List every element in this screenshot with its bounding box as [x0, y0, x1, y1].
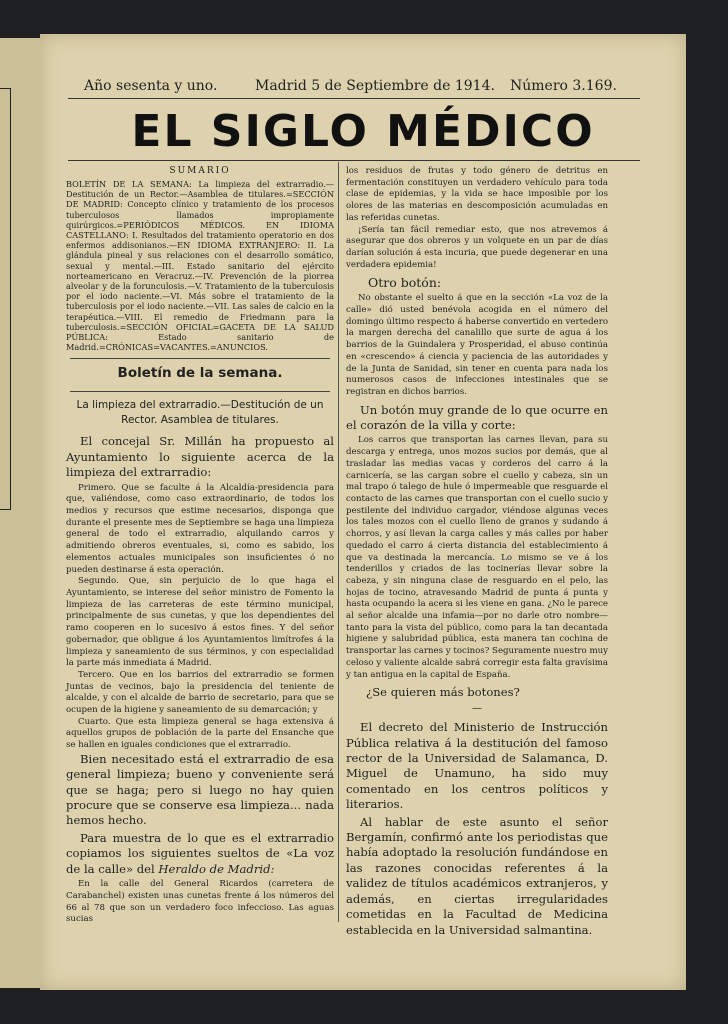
header-rule: [68, 98, 640, 99]
section-subtitle: La limpieza del extrarradio.—Destitución de un Rector. Asamblea de titulares.: [76, 399, 324, 427]
sumario-title: SUMARIO: [169, 166, 231, 176]
masthead-rule: [68, 160, 640, 161]
paragraph: Al hablar de este asunto el señor Bergamín, confirmó ante los periodistas que había adoptado la resolución fundándose en las razones conocidas referentes á la validez de títulos académicos extranjeros, y además, en ciertas irregularidades cometidas en la Facultad de Medicina establecida en la Universidad salmantina.: [346, 814, 608, 937]
newspaper-page: [40, 34, 686, 990]
paragraph: los residuos de frutas y todo género de detritus en fermentación constituyen un verdadero vehículo para toda clase de epidemias, y la vida se hace imposible por los olores de las materias en descomposición acumuladas en las referidas cunetas.: [346, 166, 608, 223]
header-year: Año sesenta y uno.: [84, 78, 218, 94]
divider: [70, 391, 330, 392]
question: ¿Se quieren más botones?: [366, 685, 520, 700]
column-divider: [338, 162, 339, 922]
paragraph-text: Para muestra de lo que es el extrarradio copiamos los siguientes sueltos de «La voz de la calle» del: [66, 830, 334, 876]
header-date: Madrid 5 de Septiembre de 1914.: [255, 78, 495, 94]
paragraph: En la calle del General Ricardos (carretera de Carabanchel) existen unas cunetas frente á los números del 66 al 78 que son un verdadero foco infeccioso. Las aguas sucias: [66, 879, 334, 925]
divider: [70, 358, 330, 359]
left-page-edge: [0, 38, 42, 988]
paragraph: Los carros que transportan las carnes llevan, para su descarga y entrega, unos mozos sucios por demás, que al trasladar las medias vacas y corderos del carro á la carnicería, se las cargan sobre el cuello y cabeza, sin un mal trapo ó talego de hule ó impermeable que resguarde el contacto de las carnes que transportan con el cuello sucio y pestilente del individuo cargador, viéndose algunas veces los tales mozos con el cuello lleno de granos y sudando á chorros, y así llevan la carga calles y más calles por haber quedado el carro á cierta distancia del establecimiento á que va destinada la mercancía. Lo mismo se ve á los tenderillos y criados de las tocinerías llevar sobre la cabeza, y sin ninguna clase de resguardo en el pelo, las hojas de tocino, atravesando Madrid de punta á punta y hasta ocupando la acera si les viene en gana. ¿No le parece al señor alcalde una infamia—por no darle otro nombre—tanto para la vista del público, como para la tan decantada higiene y salubridad pública, esta manera tan cochina de transportar las carnes y tocinos? Seguramente nuestro muy celoso y valiente alcalde sabrá corregir esta falta gravísima y tan antigua en la capital de España.: [346, 435, 608, 680]
paragraph-segundo: Segundo. Que, sin perjuicio de lo que haga el Ayuntamiento, se interese del señor ministro de Fomento la limpieza de las carreteras de este término municipal, principalmente de sus cunetas, y que los dependientes del ramo cooperen en lo sucesivo á estos fines. Y del señor gobernador, que obligue á los Ayuntamientos limítrofes á la limpieza y saneamiento de sus términos, y con especialidad la parte más inmediata á Madrid.: [66, 576, 334, 669]
paragraph-primero: Primero. Que se faculte á la Alcaldía-presidencia para que, valiéndose, como caso extraordinario, de todos los medios y recursos que estime necesarios, disponga que durante el presente mes de Septiembre se haga una limpieza general de todo el extrarradio, alquilando carros y admitiendo obreros eventuales, si, como es sabido, los elementos actuales municipales son insuficientes ó no pueden destinarse á esta operación.: [66, 482, 334, 575]
right-column: [346, 166, 608, 940]
paragraph: [66, 831, 334, 877]
paragraph-cuarto: Cuarto. Que esta limpieza general se haga extensiva á aquellos grupos de población de la parte del Ensanche que se hallen en iguales condiciones que el extrarradio.: [66, 716, 334, 751]
page-header: [72, 78, 632, 100]
paragraph-tercero: Tercero. Que en los barrios del extrarradio se formen Juntas de vecinos, bajo la presidencia del teniente de alcalde, y con el alcalde de barrio de secretario, para que se ocupen de la higiene y saneamiento de su demarcación; y: [66, 669, 334, 716]
paragraph: El decreto del Ministerio de Instrucción Pública relativa á la destitución del famoso rector de la Universidad de Salamanca, D. Miguel de Unamuno, ha sido muy comentado en los centros políticos y literarios.: [346, 720, 608, 812]
masthead-title: EL SIGLO MÉDICO: [131, 106, 595, 157]
paragraph: Un botón muy grande de lo que ocurre en el corazón de la villa y corte:: [346, 402, 608, 433]
sumario-body: BOLETÍN DE LA SEMANA: La limpieza del extrarradio.—Destitución de un Rector.—Asamblea de titulares.=SECCIÓN DE MADRID: Concepto clínico y tratamiento de los procesos tuberculosos llamados impropiamente quirúrgicos.=PERIÓDICOS MÉDICOS. EN IDIOMA CASTELLANO: I. Resultados del tratamiento operatorio en dos enfermos addisonianos.—EN IDIOMA EXTRANJERO: II. La glándula pineal y sus relaciones con el desarrollo somático, sexual y mental.—III. Estado sanitario del ejército norteamericano en Veracruz.—IV. Prevención de la piorrea alveolar y de la forunculosis.—V. Tratamiento de la tuberculosis por el iodo naciente.—VI. Más sobre el tratamiento de la tuberculosis por el iodo naciente.—VII. Las sales de calcio en la terapéutica.—VIII. El remedio de Friedmann para la tuberculosis.=SECCIÓN OFICIAL=GACETA DE LA SALUD PÚBLICA: Estado sanitario de Madrid.=CRÓNICAS=VACANTES.=ANUNCIOS.: [66, 179, 334, 353]
paragraph: El concejal Sr. Millán ha propuesto al Ayuntamiento lo siguiente acerca de la limpieza del extrarradio:: [66, 434, 334, 480]
left-column: [66, 166, 334, 926]
source-name: Heraldo de Madrid:: [158, 861, 275, 876]
separator-dash: —: [472, 703, 482, 715]
section-title: Boletín de la semana.: [117, 365, 283, 382]
paragraph: Bien necesitado está el extrarradio de esa general limpieza; bueno y conveniente será que se haga; pero si luego no hay quien procure que se conserve esa limpieza... nada hemos hecho.: [66, 751, 334, 828]
header-number: Número 3.169.: [510, 78, 617, 94]
subheading: Otro botón:: [368, 275, 442, 291]
paragraph: No obstante el suelto á que en la sección «La voz de la calle» dió usted benévola acogida en el número del domingo último respecto á haberse convertido en vertedero la margen derecha del canalillo que surte de agua á los barrios de la Guindalera y Prosperidad, el abuso continúa en «crescendo» á ciencia y paciencia de las autoridades y de la Junta de Sanidad, sin tener en cuenta para nada los numerosos casos de infecciones intestinales que se registran en dichos barrios.: [346, 293, 608, 397]
paragraph: ¡Sería tan fácil remediar esto, que nos atrevemos á asegurar que dos obreros y un volquete en un par de días darían solución á esta incuria, que puede degenerar en una verdadera epidemia!: [346, 224, 608, 270]
